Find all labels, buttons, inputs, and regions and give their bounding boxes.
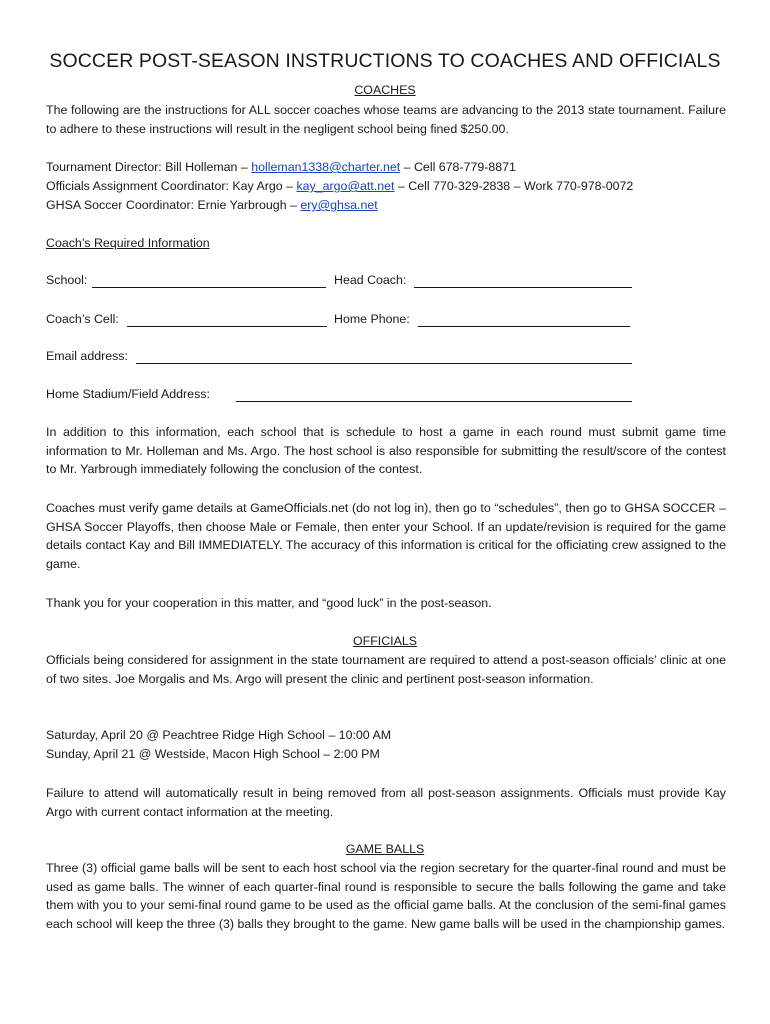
email-field[interactable] xyxy=(136,363,632,364)
coach-cell-field[interactable] xyxy=(127,326,327,327)
school-label: School: xyxy=(46,273,88,287)
game-balls-paragraph: Three (3) official game balls will be sent to each host school via the region secretary for the quarter-final round and must be used as game balls. The winner of each quarter-final round is responsible to secure the balls following the game and take them with you to your semi-final round game to be used as the official game balls. At the conclusion of the semi-final games each school will keep the three (3) balls they brought to the game. New game balls will be used in the championship games. xyxy=(46,861,726,932)
clinic-session: Saturday, April 20 @ Peachtree Ridge High School – 10:00 AM xyxy=(46,728,392,742)
failure-paragraph: Failure to attend will automatically result in being removed from all post-season assignments. Officials must provide Kay Argo with current contact information at the meeting. xyxy=(46,786,726,819)
coaches-heading: COACHES xyxy=(354,83,416,97)
contact-ghsa-coordinator: GHSA Soccer Coordinator: Ernie Yarbrough – ery@ghsa.net xyxy=(46,198,378,212)
stadium-address-field[interactable] xyxy=(236,401,632,402)
thanks-line: Thank you for your cooperation in this matter, and “good luck” in the post-season. xyxy=(46,596,492,610)
head-coach-label: Head Coach: xyxy=(334,273,407,287)
coach-cell-label: Coach’s Cell: xyxy=(46,312,119,326)
officials-paragraph: Officials being considered for assignment in the state tournament are required to attend a post-season officials’ clinic at one of two sites. Joe Morgalis and Ms. Argo will present the clinic and pertinent post-season information. xyxy=(46,653,726,686)
email-link-yarbrough[interactable]: ery@ghsa.net xyxy=(300,198,378,212)
head-coach-field[interactable] xyxy=(414,287,632,288)
contact-tournament-director: Tournament Director: Bill Holleman – holleman1338@charter.net – Cell 678-779-8871 xyxy=(46,160,516,174)
host-school-paragraph: In addition to this information, each school that is schedule to host a game in each round must submit game time information to Mr. Holleman and Ms. Argo. The host school is also responsible for submitting the result/score of the contest to Mr. Yarbrough immediately following the conclusion of the contest. xyxy=(46,425,726,477)
verify-details-paragraph: Coaches must verify game details at GameOfficials.net (do not log in), then go to “schedules”, then go to GHSA SOCCER – GHSA Soccer Playoffs, then choose Male or Female, then enter your School. If an update/revision is required for the game details contact Kay and Bill IMMEDIATELY. The accuracy of this information is critical for the officiating crew assigned to the game. xyxy=(46,501,726,572)
required-info-heading: Coach’s Required Information xyxy=(46,236,210,250)
officials-heading: OFFICIALS xyxy=(352,634,418,648)
game-balls-heading: GAME BALLS xyxy=(345,842,425,856)
page-title: SOCCER POST-SEASON INSTRUCTIONS TO COACHES AND OFFICIALS xyxy=(49,50,721,72)
email-link-holleman[interactable]: holleman1338@charter.net xyxy=(251,160,401,174)
email-link-argo[interactable]: kay_argo@att.net xyxy=(296,179,395,193)
contact-assignment-coordinator: Officials Assignment Coordinator: Kay Argo – kay_argo@att.net – Cell 770-329-2838 – Work 770-978-0072 xyxy=(46,179,634,193)
stadium-label: Home Stadium/Field Address: xyxy=(46,387,210,401)
coaches-intro: The following are the instructions for ALL soccer coaches whose teams are advancing to the 2013 state tournament. Failure to adhere to these instructions will result in the negligent school being fined $250.00. xyxy=(46,103,726,136)
email-label: Email address: xyxy=(46,349,128,363)
clinic-session: Sunday, April 21 @ Westside, Macon High School – 2:00 PM xyxy=(46,747,380,761)
home-phone-field[interactable] xyxy=(418,326,630,327)
home-phone-label: Home Phone: xyxy=(334,312,410,326)
school-field[interactable] xyxy=(92,287,326,288)
